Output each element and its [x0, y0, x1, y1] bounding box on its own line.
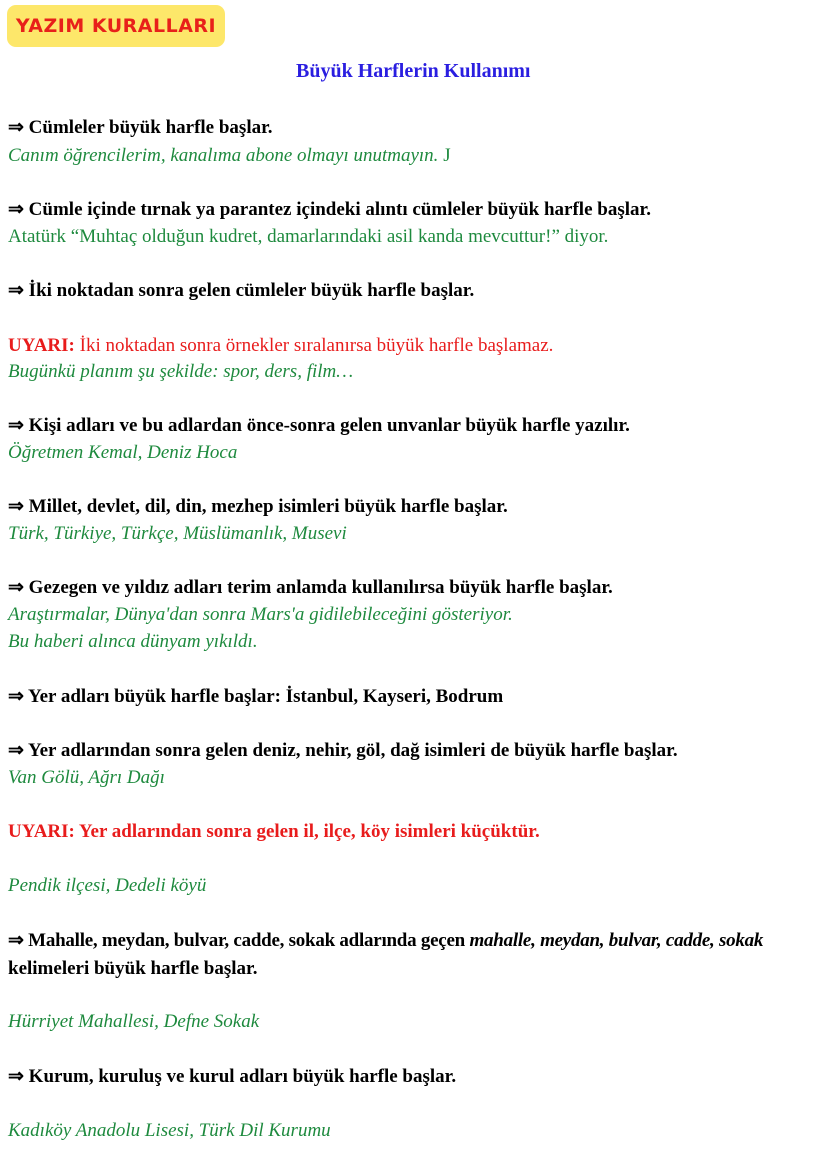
rule-8	[8, 739, 678, 763]
rule-7	[8, 685, 503, 709]
rule-10	[8, 1065, 456, 1089]
rule-9	[8, 929, 763, 953]
example-tail: J	[438, 145, 451, 166]
example-6a: Araştırmalar, Dünya'dan sonra Mars'a gidilebileceğini gösteriyor.	[8, 604, 513, 625]
badge-text: YAZIM KURALLARI	[15, 15, 217, 37]
example-4: Öğretmen Kemal, Deniz Hoca	[8, 442, 238, 463]
warning-text: İki noktadan sonra örnekler sıralanırsa büyük harfle başlamaz.	[74, 335, 554, 356]
warning-1-example: Bugünkü planım şu şekilde: spor, ders, film…	[8, 361, 354, 382]
example-10: Kadıköy Anadolu Lisesi, Türk Dil Kurumu	[8, 1120, 331, 1141]
rule-2	[8, 198, 651, 222]
warning-2	[8, 820, 540, 844]
example-2: Atatürk “Muhtaç olduğun kudret, damarlarındaki asil kanda mevcuttur!” diyor.	[8, 226, 609, 247]
arrow-icon: ⇒	[8, 1066, 24, 1087]
example-5: Türk, Türkiye, Türkçe, Müslümanlık, Musevi	[8, 523, 347, 544]
arrow-icon: ⇒	[8, 496, 24, 517]
rule-4	[8, 414, 630, 438]
rule-6	[8, 576, 613, 600]
example-1	[8, 144, 451, 168]
rule-text: Gezegen ve yıldız adları terim anlamda kullanılırsa büyük harfle başlar.	[28, 577, 613, 598]
arrow-icon: ⇒	[8, 740, 24, 761]
warning-1	[8, 334, 553, 358]
warning-2-example: Pendik ilçesi, Dedeli köyü	[8, 875, 207, 896]
rule-text: Cümle içinde tırnak ya parantez içindeki alıntı cümleler büyük harfle başlar.	[28, 199, 651, 220]
rule-text: Mahalle, meydan, bulvar, cadde, sokak adlarında geçen	[28, 930, 470, 951]
arrow-icon: ⇒	[8, 415, 24, 436]
title-text: Büyük Harflerin Kullanımı	[296, 60, 531, 82]
rule-3	[8, 279, 474, 303]
example-9: Hürriyet Mahallesi, Defne Sokak	[8, 1011, 260, 1032]
rule-italic-text: mahalle, meydan, bulvar, cadde, sokak	[469, 930, 764, 951]
rule-text: Kurum, kuruluş ve kurul adları büyük harfle başlar.	[28, 1066, 457, 1087]
arrow-icon: ⇒	[8, 686, 24, 707]
warning-label: UYARI:	[8, 335, 75, 356]
example-8: Van Gölü, Ağrı Dağı	[8, 767, 165, 788]
arrow-icon: ⇒	[8, 280, 24, 301]
arrow-icon: ⇒	[8, 577, 24, 598]
rule-text: Cümleler büyük harfle başlar.	[28, 117, 273, 138]
example-6b: Bu haberi alınca dünyam yıkıldı.	[8, 631, 258, 652]
arrow-icon: ⇒	[8, 930, 24, 951]
rule-9-cont: kelimeleri büyük harfle başlar.	[8, 958, 258, 979]
example-text: Canım öğrencilerim, kanalıma abone olmayı unutmayın.	[8, 145, 439, 166]
rule-text: Yer adlarından sonra gelen deniz, nehir, göl, dağ isimleri de büyük harfle başlar.	[27, 740, 678, 761]
rule-text: Kişi adları ve bu adlardan önce-sonra gelen unvanlar büyük harfle yazılır.	[28, 415, 630, 436]
arrow-icon: ⇒	[8, 117, 24, 138]
rule-text: Yer adları büyük harfle başlar: İstanbul, Kayseri, Bodrum	[27, 686, 504, 707]
rule-text: Millet, devlet, dil, din, mezhep isimleri büyük harfle başlar.	[28, 496, 508, 517]
rule-5	[8, 495, 508, 519]
header-badge	[7, 5, 225, 47]
warning-text: Yer adlarından sonra gelen il, ilçe, köy isimleri küçüktür.	[74, 821, 540, 842]
arrow-icon: ⇒	[8, 199, 24, 220]
rule-text: İki noktadan sonra gelen cümleler büyük harfle başlar.	[28, 280, 475, 301]
rule-1	[8, 116, 273, 140]
warning-label: UYARI:	[8, 821, 75, 842]
